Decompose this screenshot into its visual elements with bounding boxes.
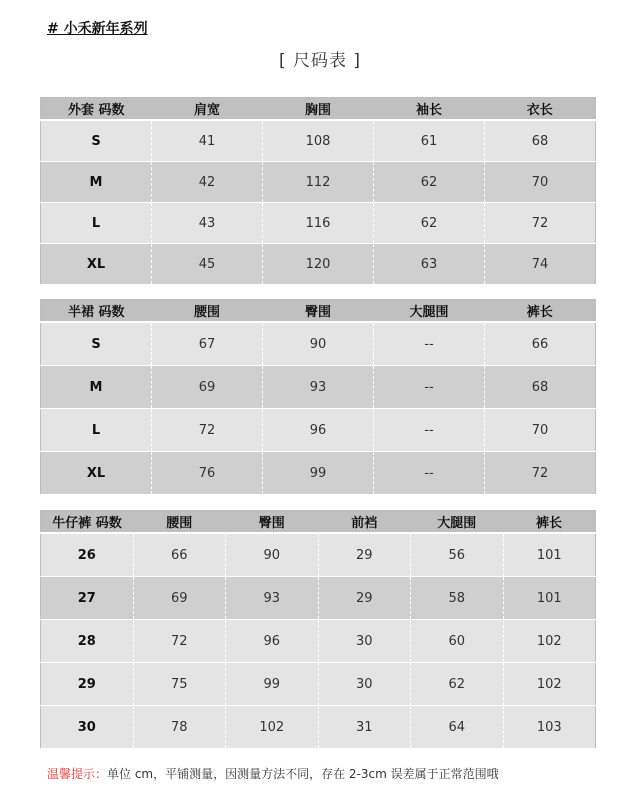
- value-cell: 112: [263, 162, 374, 203]
- header-cell: 腰围: [152, 300, 263, 323]
- value-cell: 72: [485, 203, 596, 244]
- value-cell: 76: [152, 452, 263, 495]
- size-cell: XL: [41, 244, 152, 285]
- value-cell: 29: [318, 577, 411, 620]
- header-cell: 袖长: [374, 98, 485, 121]
- value-cell: 45: [152, 244, 263, 285]
- value-cell: 42: [152, 162, 263, 203]
- table-header-row: [41, 98, 596, 121]
- header-cell: 大腿围: [411, 511, 504, 534]
- value-cell: 75: [133, 663, 226, 706]
- header-cell: 大腿围: [374, 300, 485, 323]
- value-cell: 69: [133, 577, 226, 620]
- header-cell: 腰围: [133, 511, 226, 534]
- value-cell: 62: [374, 162, 485, 203]
- table-row: [41, 533, 596, 577]
- value-cell: 96: [226, 620, 319, 663]
- value-cell: 43: [152, 203, 263, 244]
- value-cell: 67: [152, 322, 263, 366]
- table-row: [41, 162, 596, 203]
- header-cell: 外套 码数: [41, 98, 152, 121]
- header-cell: 裤长: [503, 511, 596, 534]
- series-title: # 小禾新年系列: [47, 21, 148, 37]
- size-cell: 27: [41, 577, 134, 620]
- value-cell: 68: [485, 366, 596, 409]
- value-cell: 69: [152, 366, 263, 409]
- value-cell: 64: [411, 706, 504, 749]
- value-cell: 102: [503, 663, 596, 706]
- value-cell: 101: [503, 533, 596, 577]
- value-cell: 30: [318, 620, 411, 663]
- value-cell: 56: [411, 533, 504, 577]
- header-cell: 牛仔裤 码数: [41, 511, 134, 534]
- size-cell: 26: [41, 533, 134, 577]
- table-row: [41, 244, 596, 285]
- size-cell: 29: [41, 663, 134, 706]
- size-cell: S: [41, 322, 152, 366]
- value-cell: 74: [485, 244, 596, 285]
- value-cell: 96: [263, 409, 374, 452]
- value-cell: 102: [226, 706, 319, 749]
- size-cell: 30: [41, 706, 134, 749]
- size-cell: L: [41, 203, 152, 244]
- skirt-size-table: [40, 299, 596, 495]
- doc-title: [ 尺码表 ]: [278, 51, 362, 71]
- value-cell: 102: [503, 620, 596, 663]
- size-cell: L: [41, 409, 152, 452]
- size-cell: 28: [41, 620, 134, 663]
- value-cell: 62: [374, 203, 485, 244]
- value-cell: 29: [318, 533, 411, 577]
- value-cell: 120: [263, 244, 374, 285]
- jeans-size-table: [40, 510, 596, 749]
- value-cell: 99: [226, 663, 319, 706]
- value-cell: 66: [133, 533, 226, 577]
- value-cell: 30: [318, 663, 411, 706]
- size-cell: XL: [41, 452, 152, 495]
- table-row: [41, 577, 596, 620]
- value-cell: 63: [374, 244, 485, 285]
- table-row: [41, 120, 596, 162]
- table-row: [41, 409, 596, 452]
- value-cell: 116: [263, 203, 374, 244]
- table-row: [41, 663, 596, 706]
- header-cell: 臀围: [226, 511, 319, 534]
- value-cell: 31: [318, 706, 411, 749]
- table-row: [41, 322, 596, 366]
- table-row: [41, 366, 596, 409]
- table-row: [41, 452, 596, 495]
- value-cell: 78: [133, 706, 226, 749]
- value-cell: --: [374, 322, 485, 366]
- value-cell: 99: [263, 452, 374, 495]
- note-text: 单位 cm，平铺测量，因测量方法不同，存在 2-3cm 误差属于正常范围哦: [107, 767, 499, 781]
- value-cell: 101: [503, 577, 596, 620]
- value-cell: 66: [485, 322, 596, 366]
- value-cell: 60: [411, 620, 504, 663]
- value-cell: 70: [485, 162, 596, 203]
- header-cell: 衣长: [485, 98, 596, 121]
- value-cell: 103: [503, 706, 596, 749]
- header-cell: 前裆: [318, 511, 411, 534]
- note-label: 温馨提示：: [47, 767, 108, 781]
- value-cell: 108: [263, 120, 374, 162]
- value-cell: 90: [263, 322, 374, 366]
- table-row: [41, 203, 596, 244]
- measurement-note: [47, 765, 499, 782]
- value-cell: 93: [226, 577, 319, 620]
- value-cell: --: [374, 366, 485, 409]
- value-cell: 72: [485, 452, 596, 495]
- value-cell: 72: [152, 409, 263, 452]
- value-cell: 93: [263, 366, 374, 409]
- value-cell: 58: [411, 577, 504, 620]
- value-cell: 70: [485, 409, 596, 452]
- coat-size-table: [40, 97, 596, 285]
- value-cell: 61: [374, 120, 485, 162]
- table-header-row: [41, 300, 596, 323]
- header-cell: 半裙 码数: [41, 300, 152, 323]
- value-cell: --: [374, 409, 485, 452]
- value-cell: 41: [152, 120, 263, 162]
- value-cell: --: [374, 452, 485, 495]
- header-cell: 胸围: [263, 98, 374, 121]
- size-cell: S: [41, 120, 152, 162]
- value-cell: 90: [226, 533, 319, 577]
- header-cell: 裤长: [485, 300, 596, 323]
- table-row: [41, 620, 596, 663]
- value-cell: 62: [411, 663, 504, 706]
- value-cell: 68: [485, 120, 596, 162]
- header-cell: 肩宽: [152, 98, 263, 121]
- table-row: [41, 706, 596, 749]
- value-cell: 72: [133, 620, 226, 663]
- size-cell: M: [41, 366, 152, 409]
- size-cell: M: [41, 162, 152, 203]
- table-header-row: [41, 511, 596, 534]
- header-cell: 臀围: [263, 300, 374, 323]
